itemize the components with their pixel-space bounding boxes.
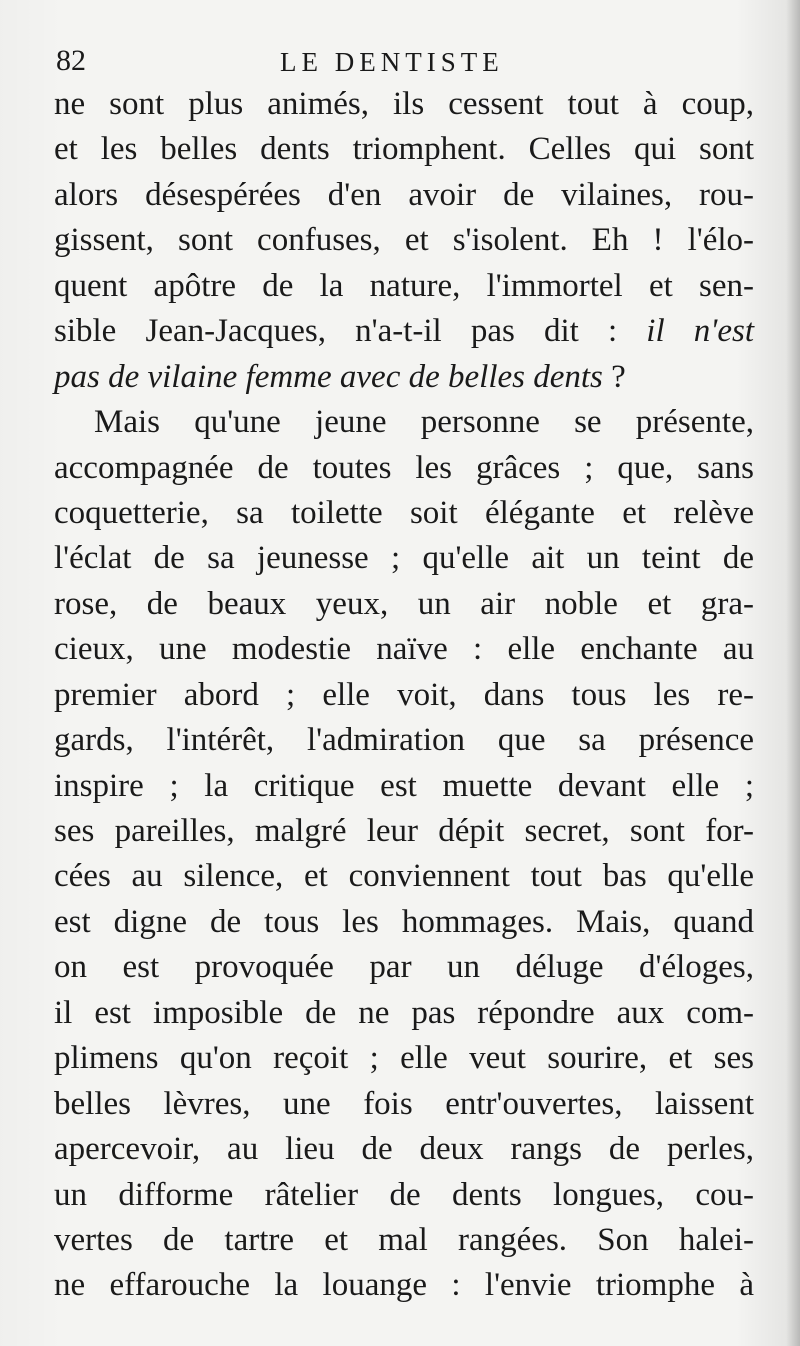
- text-line: ne sont plus animés, ils cessent tout à coup,: [54, 86, 754, 122]
- italic-quote: pas de vilaine femme avec de belles dents: [54, 358, 603, 395]
- text-line: belles lèvres, une fois entr'ouvertes, laissent: [54, 1085, 754, 1122]
- text-segment: ?: [602, 358, 626, 395]
- page-header: [56, 44, 756, 84]
- text-line: est digne de tous les hommages. Mais, quand: [54, 903, 754, 940]
- text-line: et les belles dents triomphent. Celles qui sont: [54, 131, 754, 168]
- body-text: [54, 82, 754, 1309]
- italic-quote: il n'est: [646, 313, 754, 350]
- text-line: gissent, sont confuses, et s'isolent. Eh ! l'élo-: [54, 222, 754, 259]
- text-line: il est imposible de ne pas répondre aux com-: [54, 994, 754, 1031]
- text-line: premier abord ; elle voit, dans tous les re-: [54, 676, 754, 713]
- text-line: ne effarouche la louange : l'envie triomphe à: [54, 1267, 754, 1304]
- text-line: gards, l'intérêt, l'admiration que sa présence: [54, 722, 754, 759]
- text-line: on est provoquée par un déluge d'éloges,: [54, 949, 754, 986]
- page-edge-shadow: [786, 0, 800, 1346]
- text-line: [54, 355, 754, 400]
- text-line: vertes de tartre et mal rangées. Son halei-: [54, 1221, 754, 1258]
- text-line: [54, 309, 754, 354]
- page-number: 82: [56, 44, 86, 77]
- text-line: rose, de beaux yeux, un air noble et gra-: [54, 585, 754, 622]
- text-line: coquetterie, sa toilette soit élégante et relève: [54, 494, 754, 531]
- text-line: alors désespérées d'en avoir de vilaines, rou-: [54, 176, 754, 213]
- text-line: ses pareilles, malgré leur dépit secret, sont for-: [54, 813, 754, 849]
- text-line: plimens qu'on reçoit ; elle veut sourire, et ses: [54, 1040, 754, 1077]
- text-line: un difforme râtelier de dents longues, cou-: [54, 1176, 754, 1213]
- text-line: l'éclat de sa jeunesse ; qu'elle ait un teint de: [54, 540, 754, 577]
- text-line: cieux, une modestie naïve : elle enchante au: [54, 631, 754, 668]
- running-head: LE DENTISTE: [280, 47, 504, 77]
- text-line: apercevoir, au lieu de deux rangs de perles,: [54, 1131, 754, 1168]
- text-line: accompagnée de toutes les grâces ; que, sans: [54, 449, 754, 486]
- text-segment: sible Jean-Jacques, n'a-t-il pas dit :: [54, 313, 647, 350]
- text-line: cées au silence, et conviennent tout bas qu'elle: [54, 858, 754, 895]
- text-line: quent apôtre de la nature, l'immortel et sen-: [54, 267, 754, 304]
- paragraph-first-line: Mais qu'une jeune personne se présente,: [94, 404, 754, 441]
- text-line: inspire ; la critique est muette devant elle ;: [54, 767, 754, 804]
